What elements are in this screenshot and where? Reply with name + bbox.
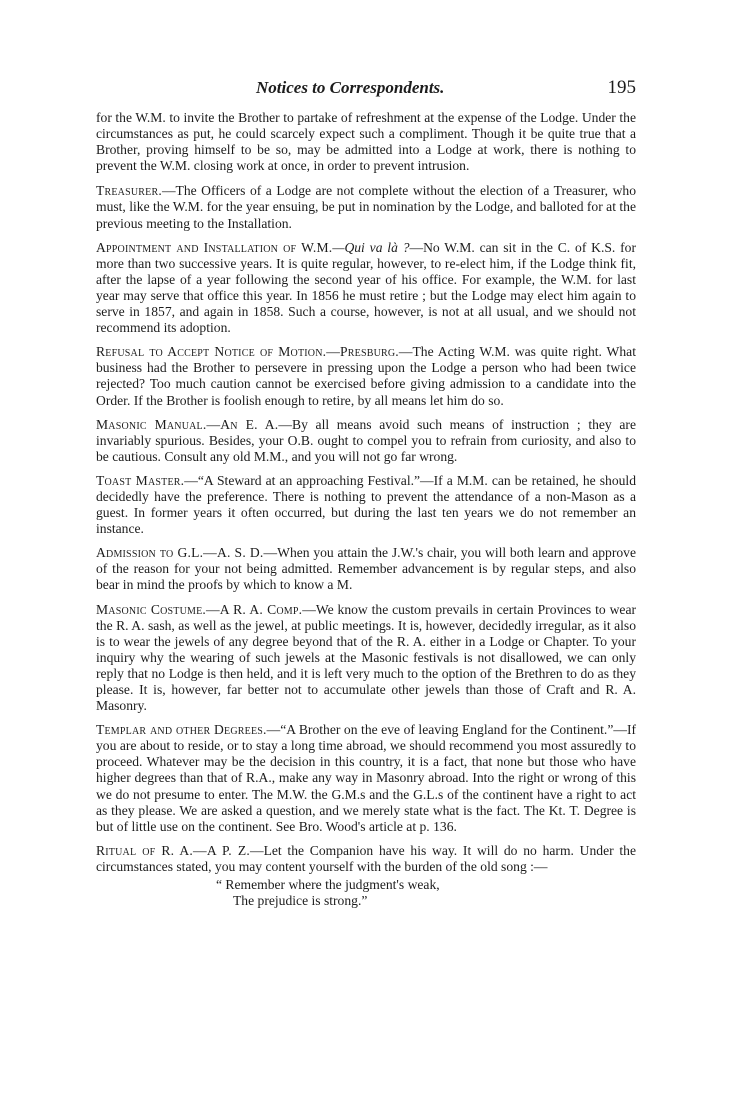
paragraph-text: —“A Steward at an approaching Festival.”—If a M.M. can be retained, he should decidedly have the preference. There is nothing to prevent the attendance of a non-Mason as a guest. In former years it often occurred, but during the last ten years we do not remember an instance. (96, 472, 636, 537)
paragraph-heading: Templar and other Degrees. (96, 722, 267, 738)
paragraph-text: —The Acting W.M. was quite right. What business had the Brother to persevere in pressing upon the Lodge a person who had been twice rejected? Too much caution cannot be exercised before giving admission to a candidate into the Order. If the Brother is foolish enough to retire, by all means let him do so. (96, 344, 636, 408)
book-page (96, 78, 636, 909)
paragraph-continuation (96, 110, 636, 174)
paragraph-masonic-costume (96, 602, 636, 715)
paragraph-text: —We know the custom prevails in certain Provinces to wear the R. A. sash, as well as the jewel, at public meetings. It is, however, decidedly irregular, as it also is to wear the jewels of any degree beyond that of the R. A. either in a Lodge or Chapter. To your inquiry why the wearing of such jewels at the Masonic festivals is not disallowed, we can only reply that no Lodge is then held, and it is left very much to the option of the Brethren to do as they please. It is, however, far better not to accumulate other jewels than those of Craft and R. A. Masonry. (96, 601, 637, 714)
paragraph-text: —Let the Companion have his way. It will do no harm. Under the circumstances stated, you may content yourself with the burden of the old song :— (96, 842, 637, 874)
paragraph-italic-signature: —Qui va là ? (332, 239, 410, 255)
running-title: Notices to Correspondents. (256, 78, 445, 97)
paragraph-appointment (96, 240, 636, 337)
page-number: 195 (607, 77, 636, 98)
paragraph-text: —When you attain the J.W.'s chair, you will both learn and approve of the reason for your not being admitted. Remember advancement is by regular steps, and also bear in mind the proofs by which to know a M. (96, 545, 636, 593)
page-header (96, 78, 636, 104)
paragraph-toast-master (96, 473, 636, 537)
paragraph-heading: Appointment and Installation of W.M. (96, 239, 333, 255)
paragraph-ritual (96, 843, 636, 875)
verse-quote (96, 877, 636, 909)
paragraph-heading: Masonic Manual.—An E. A. (96, 416, 279, 432)
paragraph-masonic-manual (96, 417, 636, 465)
paragraph-treasurer (96, 183, 636, 231)
paragraph-heading: Masonic Costume.—A R. A. Comp. (96, 601, 303, 617)
paragraph-heading: Admission to G.L.—A. S. D. (96, 545, 264, 561)
article-body (96, 110, 636, 909)
paragraph-text: —By all means avoid such means of instruction ; they are invariably spurious. Besides, your O.B. ought to compel you to refrain from curiosity, and also to be cautious. Consult any old M.M., and you will not go far wrong. (96, 416, 636, 464)
verse-line: “ Remember where the judgment's weak, (216, 877, 440, 893)
verse-line: The prejudice is strong.” (233, 893, 368, 909)
paragraph-text: —“A Brother on the eve of leaving England for the Continent.”—If you are about to reside, or to stay a long time abroad, we should recommend you most assuredly to proceed. Whatever may be the decision in this country, it is a fact, that none but those who have higher degrees than that of R.A., make any way in Masonry abroad. Into the right or wrong of this we do not presume to enter. The M.W. the G.M.s and the G.L.s of the continent have a right to act as they please. We are asked a question, and we merely state what is the fact. The Kt. T. Degree is but of little use on the continent. See Bro. Wood's article at p. 136. (96, 722, 636, 834)
paragraph-heading: Refusal to Accept Notice of Motion.—Presburg. (96, 344, 399, 360)
paragraph-heading: Ritual of R. A.—A P. Z. (96, 842, 250, 858)
paragraph-admission (96, 545, 636, 593)
paragraph-heading: Toast Master. (96, 472, 185, 488)
paragraph-templar (96, 722, 636, 835)
paragraph-text: for the W.M. to invite the Brother to partake of refreshment at the expense of the Lodge. Under the circumstances as put, he could scarcely expect such a compliment. Though it be quite true that a Brother, proving himself to be so, may be admitted into a Lodge at work, there is nothing to prevent the W.M. closing work at once, in order to prevent intrusion. (96, 110, 636, 174)
paragraph-refusal (96, 344, 636, 408)
paragraph-text: —The Officers of a Lodge are not complete without the election of a Treasurer, who must, like the W.M. for the year ensuing, be put in nomination by the Lodge, and balloted for at the previous meeting to the Installation. (96, 183, 636, 231)
paragraph-heading: Treasurer. (96, 183, 162, 199)
paragraph-text: —No W.M. can sit in the C. of K.S. for more than two successive years. It is quite regular, however, to re-elect him, if the Lodge think fit, after the lapse of a year following the second year of his office. For example, the W.M. for last year may serve that office this year. In 1856 he must retire ; but the Lodge may elect him again to serve in 1857, and again in 1858. Such a course, however, is not at all usual, and we should not recommend its adoption. (96, 239, 637, 336)
